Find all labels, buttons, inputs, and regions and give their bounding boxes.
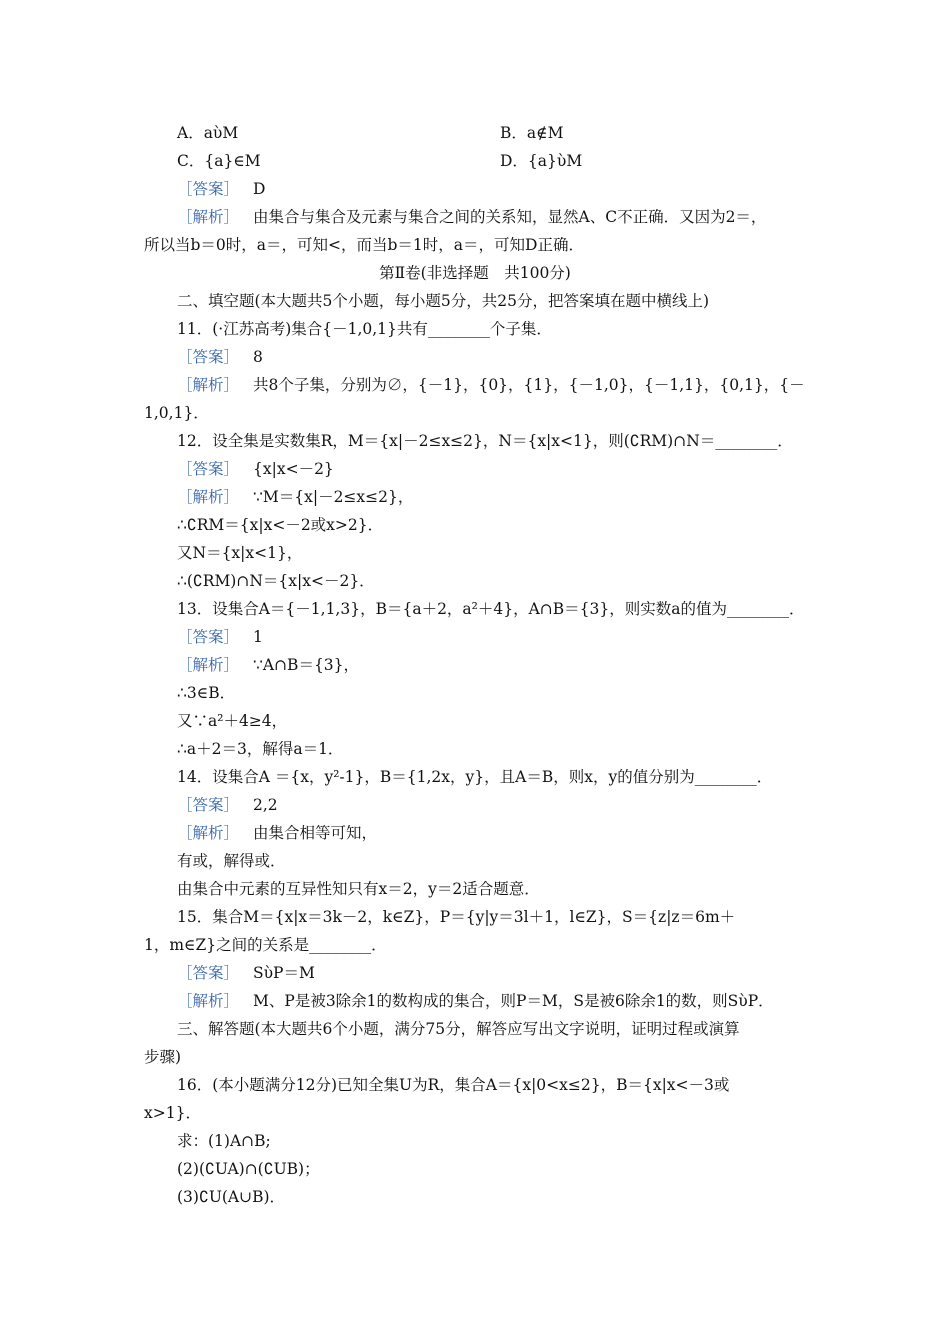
q13-answer: 1 bbox=[253, 628, 263, 646]
answer-tag: ［答案］ bbox=[177, 628, 240, 646]
q14-answer-line bbox=[177, 794, 278, 816]
option-a: A．aὺM bbox=[177, 124, 239, 142]
section2-heading: 二、填空题(本大题共5个小题，每小题5分，共25分，把答案填在题中横线上) bbox=[177, 292, 710, 310]
section2-title: 第Ⅱ卷(非选择题 共100分) bbox=[379, 264, 571, 282]
q14-step-3: 由集合中元素的互异性知只有x＝2，y＝2适合题意． bbox=[177, 880, 540, 898]
analysis-tag: ［解析］ bbox=[177, 992, 240, 1010]
q10-analysis-1: 由集合与集合及元素与集合之间的关系知，显然A、C不正确．又因为2＝， bbox=[253, 208, 767, 226]
q10-analysis-2: 所以当b＝0时，a＝，可知<，而当b＝1时，a＝，可知D正确． bbox=[144, 236, 584, 254]
q11-analysis-2: 1,0,1}． bbox=[144, 404, 209, 422]
q14-analysis-line bbox=[177, 822, 377, 844]
q11-answer: 8 bbox=[253, 348, 263, 366]
q10-analysis-line bbox=[177, 206, 766, 228]
q15-answer-line bbox=[177, 962, 315, 984]
q13-step-3: 又∵a²＋4≥4， bbox=[177, 712, 288, 730]
answer-tag: ［答案］ bbox=[177, 964, 240, 982]
q16-ask-1: 求：(1)A∩B; bbox=[177, 1132, 271, 1150]
q12-step-3: 又N＝{x|x<1}， bbox=[177, 544, 303, 562]
q13-question: 13．设集合A＝{－1,1,3}，B＝{a＋2，a²＋4}，A∩B＝{3}，则实数a的值为________． bbox=[177, 600, 805, 618]
q15-analysis: M、P是被3除余1的数构成的集合，则P＝M，S是被6除余1的数，则SὺP． bbox=[253, 992, 774, 1010]
option-c: C．{a}∈M bbox=[177, 152, 261, 170]
q12-step-1: ∵M＝{x|－2≤x≤2}， bbox=[253, 488, 414, 506]
q16-question-2: x>1}． bbox=[144, 1104, 201, 1122]
option-d: D．{a}ὺM bbox=[500, 152, 583, 170]
q12-step-4: ∴(∁RM)∩N＝{x|x<－2}． bbox=[177, 572, 375, 590]
section3-heading-1: 三、解答题(本大题共6个小题，满分75分，解答应写出文字说明，证明过程或演算 bbox=[177, 1020, 740, 1038]
q11-analysis-1: 共8个子集，分别为∅，{－1}，{0}，{1}，{－1,0}，{－1,1}，{0,1}，{－ bbox=[253, 376, 805, 394]
q15-question-2: 1，m∈Z}之间的关系是________． bbox=[144, 936, 387, 954]
q15-analysis-line bbox=[177, 990, 774, 1012]
analysis-tag: ［解析］ bbox=[177, 824, 240, 842]
q10-answer-line bbox=[177, 178, 265, 200]
q12-question: 12．设全集是实数集R，M＝{x|－2≤x≤2}，N＝{x|x<1}，则(∁RM)∩N＝________． bbox=[177, 432, 793, 450]
q11-question: 11．(·江苏高考)集合{－1,0,1}共有________个子集． bbox=[177, 320, 552, 338]
q12-answer: {x|x<－2} bbox=[253, 460, 334, 478]
q12-step-2: ∴∁RM＝{x|x<－2或x>2}． bbox=[177, 516, 384, 534]
q13-step-4: ∴a＋2＝3，解得a＝1． bbox=[177, 740, 344, 758]
q12-answer-line bbox=[177, 458, 334, 480]
answer-tag: ［答案］ bbox=[177, 180, 240, 198]
q13-answer-line bbox=[177, 626, 263, 648]
analysis-tag: ［解析］ bbox=[177, 376, 240, 394]
section3-heading-2: 步骤) bbox=[144, 1048, 182, 1066]
q11-analysis-line bbox=[177, 374, 805, 396]
q16-ask-2: (2)(∁UA)∩(∁UB)； bbox=[177, 1160, 320, 1178]
q14-step-2: 有或，解得或． bbox=[177, 852, 286, 870]
q16-question-1: 16．(本小题满分12分)已知全集U为R，集合A＝{x|0<x≤2}，B＝{x|x<－3或 bbox=[177, 1076, 730, 1094]
q10-answer: D bbox=[253, 180, 266, 198]
q13-step-1: ∵A∩B＝{3}， bbox=[253, 656, 360, 674]
answer-tag: ［答案］ bbox=[177, 796, 240, 814]
q11-answer-line bbox=[177, 346, 263, 368]
answer-tag: ［答案］ bbox=[177, 460, 240, 478]
analysis-tag: ［解析］ bbox=[177, 208, 240, 226]
q13-step-2: ∴3∈B． bbox=[177, 684, 236, 702]
q15-question-1: 15．集合M＝{x|x＝3k－2，k∈Z}，P＝{y|y＝3l＋1，l∈Z}，S＝{z|z＝6m＋ bbox=[177, 908, 736, 926]
answer-tag: ［答案］ bbox=[177, 348, 240, 366]
q14-question: 14．设集合A ＝{x，y²-1}，B＝{1,2x，y}，且A＝B，则x，y的值分别为________． bbox=[177, 768, 773, 786]
option-b: B．a∉M bbox=[500, 124, 564, 142]
q15-answer: SὺP＝M bbox=[253, 964, 315, 982]
q14-answer: 2,2 bbox=[253, 796, 278, 814]
q12-analysis-line bbox=[177, 486, 413, 508]
q14-step-1: 由集合相等可知， bbox=[253, 824, 378, 842]
q16-ask-3: (3)∁U(A∪B)． bbox=[177, 1188, 286, 1206]
q13-analysis-line bbox=[177, 654, 359, 676]
analysis-tag: ［解析］ bbox=[177, 656, 240, 674]
analysis-tag: ［解析］ bbox=[177, 488, 240, 506]
